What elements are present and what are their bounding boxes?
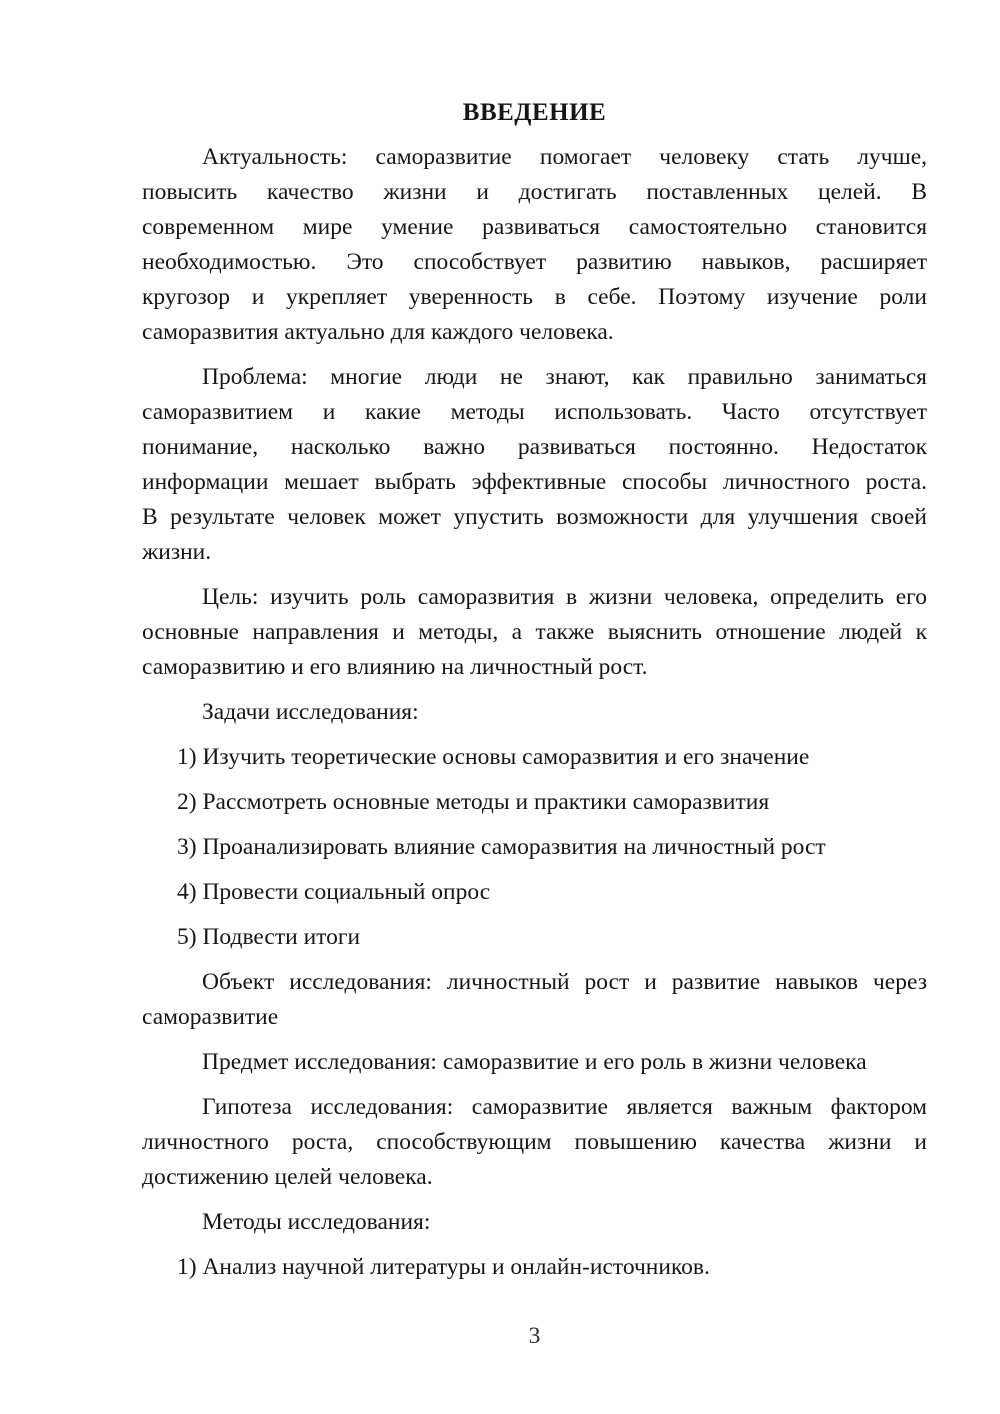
paragraph-hypothesis <box>142 1090 927 1195</box>
task-item-4: 4) Провести социальный опрос <box>177 879 491 905</box>
text-line: достижению целей человека. <box>142 1164 433 1190</box>
text-line: Гипотеза исследования: саморазвитие является важным фактором <box>202 1094 927 1120</box>
text-line: Проблема: многие люди не знают, как правильно заниматься <box>202 364 927 390</box>
document-content <box>142 95 927 1295</box>
paragraph-object <box>142 965 927 1035</box>
text-line: основные направления и методы, а также выяснить отношение людей к <box>142 619 927 645</box>
task-item-3: 3) Проанализировать влияние саморазвития на личностный рост <box>177 834 826 860</box>
task-item-1: 1) Изучить теоретические основы саморазвития и его значение <box>177 744 810 770</box>
method-item-1: 1) Анализ научной литературы и онлайн-источников. <box>177 1254 710 1280</box>
text-line: информации мешает выбрать эффективные способы личностного роста. <box>142 469 927 495</box>
text-line: жизни. <box>142 539 212 565</box>
text-line: В результате человек может упустить возможности для улучшения своей <box>142 504 927 530</box>
paragraph-problem <box>142 360 927 570</box>
text-line: саморазвитие <box>142 1004 279 1030</box>
methods-heading: Методы исследования: <box>202 1209 431 1235</box>
text-line: Объект исследования: личностный рост и развитие навыков через <box>202 969 927 995</box>
text-line: Актуальность: саморазвитие помогает человеку стать лучше, <box>202 144 927 170</box>
text-line: необходимостью. Это способствует развитию навыков, расширяет <box>142 249 927 275</box>
text-line: саморазвития актуально для каждого человека. <box>142 319 614 345</box>
paragraph-relevance <box>142 140 927 350</box>
paragraph-subject: Предмет исследования: саморазвитие и его роль в жизни человека <box>202 1049 867 1075</box>
page-number: 3 <box>528 1323 541 1349</box>
paragraph-goal <box>142 580 927 685</box>
text-line: современном мире умение развиваться самостоятельно становится <box>142 214 927 240</box>
text-line: понимание, насколько важно развиваться постоянно. Недостаток <box>142 434 927 460</box>
text-line: личностного роста, способствующим повышению качества жизни и <box>142 1129 927 1155</box>
text-line: Цель: изучить роль саморазвития в жизни человека, определить его <box>202 584 927 610</box>
tasks-heading: Задачи исследования: <box>202 699 419 725</box>
text-line: кругозор и укрепляет уверенность в себе. Поэтому изучение роли <box>142 284 927 310</box>
task-item-5: 5) Подвести итоги <box>177 924 361 950</box>
text-line: саморазвитию и его влиянию на личностный рост. <box>142 654 648 680</box>
page-title: ВВЕДЕНИЕ <box>462 99 607 126</box>
task-item-2: 2) Рассмотреть основные методы и практики саморазвития <box>177 789 770 815</box>
text-line: саморазвитием и какие методы использовать. Часто отсутствует <box>142 399 927 425</box>
text-line: повысить качество жизни и достигать поставленных целей. В <box>142 179 927 205</box>
